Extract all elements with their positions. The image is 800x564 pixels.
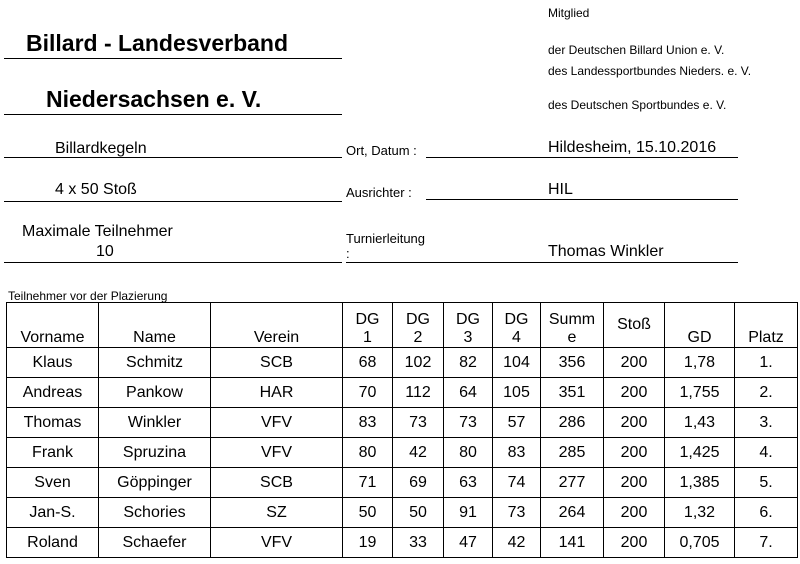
host-value: HIL [548, 181, 573, 198]
cell-dg3: 91 [444, 498, 493, 528]
cell-dg4: 74 [493, 468, 541, 498]
cell-dg2: 102 [393, 348, 444, 378]
cell-vorname: Roland [7, 528, 99, 558]
cell-vorname: Andreas [7, 378, 99, 408]
cell-dg1: 19 [343, 528, 393, 558]
cell-summe: 264 [541, 498, 604, 528]
col-header-dg3-text: DG 3 [456, 311, 480, 346]
lead-label: Turnierleitung [346, 231, 426, 246]
cell-vorname: Frank [7, 438, 99, 468]
federation-title: Billard - Landesverband [26, 30, 289, 56]
lead-underline [346, 262, 738, 263]
cell-summe: 356 [541, 348, 604, 378]
cell-vorname: Jan-S. [7, 498, 99, 528]
col-header-summe-text: Summ e [548, 311, 596, 346]
cell-dg2: 33 [393, 528, 444, 558]
cell-dg2: 112 [393, 378, 444, 408]
cell-name: Schaefer [99, 528, 211, 558]
max-underline [4, 262, 342, 263]
table-header-row [7, 303, 798, 348]
results-table [6, 302, 798, 558]
col-header-dg4 [493, 303, 541, 348]
cell-platz: 4. [735, 438, 798, 468]
cell-vorname: Klaus [7, 348, 99, 378]
cell-gd: 0,705 [665, 528, 735, 558]
host-label: Ausrichter : [346, 185, 412, 200]
cell-name: Göppinger [99, 468, 211, 498]
cell-dg2: 69 [393, 468, 444, 498]
table-row [7, 498, 798, 528]
format-underline [4, 201, 342, 202]
member-label: Mitglied [548, 6, 590, 20]
cell-dg4: 83 [493, 438, 541, 468]
cell-verein: VFV [211, 408, 343, 438]
cell-dg3: 82 [444, 348, 493, 378]
cell-name: Spruzina [99, 438, 211, 468]
cell-gd: 1,32 [665, 498, 735, 528]
cell-name: Winkler [99, 408, 211, 438]
discipline: Billardkegeln [55, 140, 147, 157]
cell-name: Pankow [99, 378, 211, 408]
col-header-name: Name [99, 303, 211, 348]
cell-gd: 1,78 [665, 348, 735, 378]
cell-verein: VFV [211, 528, 343, 558]
col-header-dg4-text: DG 4 [504, 311, 529, 346]
col-header-dg2-text: DG 2 [406, 311, 430, 346]
cell-summe: 286 [541, 408, 604, 438]
host-underline [426, 199, 738, 200]
cell-stoss: 200 [604, 498, 665, 528]
max-participants-value: 10 [96, 243, 114, 260]
cell-vorname: Thomas [7, 408, 99, 438]
place-date-label: Ort, Datum : [346, 143, 417, 158]
col-header-gd: GD [665, 303, 735, 348]
cell-platz: 1. [735, 348, 798, 378]
cell-summe: 285 [541, 438, 604, 468]
table-row [7, 438, 798, 468]
cell-name: Schmitz [99, 348, 211, 378]
title-underline-2 [4, 114, 342, 115]
member-org-1: der Deutschen Billard Union e. V. [548, 43, 725, 57]
col-header-platz: Platz [735, 303, 798, 348]
cell-stoss: 200 [604, 528, 665, 558]
cell-gd: 1,425 [665, 438, 735, 468]
cell-stoss: 200 [604, 408, 665, 438]
member-org-3: des Deutschen Sportbundes e. V. [548, 98, 727, 112]
lead-value: Thomas Winkler [548, 243, 664, 260]
cell-gd: 1,755 [665, 378, 735, 408]
cell-dg1: 68 [343, 348, 393, 378]
cell-vorname: Sven [7, 468, 99, 498]
cell-dg2: 42 [393, 438, 444, 468]
federation-region: Niedersachsen e. V. [46, 86, 262, 112]
cell-dg4: 73 [493, 498, 541, 528]
place-underline [426, 157, 738, 158]
cell-dg2: 50 [393, 498, 444, 528]
member-org-2: des Landessportbundes Nieders. e. V. [548, 64, 752, 78]
col-header-vorname: Vorname [7, 303, 99, 348]
cell-dg1: 50 [343, 498, 393, 528]
table-row [7, 528, 798, 558]
cell-platz: 2. [735, 378, 798, 408]
cell-summe: 351 [541, 378, 604, 408]
title-underline-1 [4, 58, 342, 59]
cell-stoss: 200 [604, 438, 665, 468]
col-header-dg2 [393, 303, 444, 348]
table-row [7, 408, 798, 438]
place-date-value: Hildesheim, 15.10.2016 [548, 139, 717, 156]
lead-label-colon: : [346, 246, 350, 261]
cell-verein: SZ [211, 498, 343, 528]
discipline-underline [4, 157, 342, 158]
cell-dg4: 42 [493, 528, 541, 558]
col-header-verein: Verein [211, 303, 343, 348]
cell-dg1: 71 [343, 468, 393, 498]
cell-dg1: 83 [343, 408, 393, 438]
col-header-dg3 [444, 303, 493, 348]
cell-summe: 141 [541, 528, 604, 558]
table-row [7, 468, 798, 498]
col-header-dg1 [343, 303, 393, 348]
cell-verein: VFV [211, 438, 343, 468]
cell-dg3: 80 [444, 438, 493, 468]
table-row [7, 378, 798, 408]
col-header-dg1-text: DG 1 [355, 311, 380, 346]
cell-gd: 1,43 [665, 408, 735, 438]
cell-dg3: 64 [444, 378, 493, 408]
cell-dg3: 63 [444, 468, 493, 498]
cell-verein: SCB [211, 468, 343, 498]
cell-platz: 3. [735, 408, 798, 438]
table-caption: Teilnehmer vor der Plazierung [8, 289, 168, 303]
cell-gd: 1,385 [665, 468, 735, 498]
col-header-summe [541, 303, 604, 348]
cell-name: Schories [99, 498, 211, 528]
cell-platz: 5. [735, 468, 798, 498]
cell-dg1: 80 [343, 438, 393, 468]
max-participants-label: Maximale Teilnehmer [22, 223, 173, 240]
cell-summe: 277 [541, 468, 604, 498]
cell-dg3: 73 [444, 408, 493, 438]
table-row [7, 348, 798, 378]
cell-platz: 6. [735, 498, 798, 528]
cell-stoss: 200 [604, 348, 665, 378]
format: 4 x 50 Stoß [55, 181, 137, 198]
cell-dg3: 47 [444, 528, 493, 558]
cell-dg2: 73 [393, 408, 444, 438]
cell-dg4: 57 [493, 408, 541, 438]
cell-verein: SCB [211, 348, 343, 378]
cell-stoss: 200 [604, 468, 665, 498]
col-header-stoss: Stoß [604, 303, 665, 348]
cell-dg4: 105 [493, 378, 541, 408]
cell-dg1: 70 [343, 378, 393, 408]
cell-verein: HAR [211, 378, 343, 408]
cell-stoss: 200 [604, 378, 665, 408]
cell-dg4: 104 [493, 348, 541, 378]
cell-platz: 7. [735, 528, 798, 558]
